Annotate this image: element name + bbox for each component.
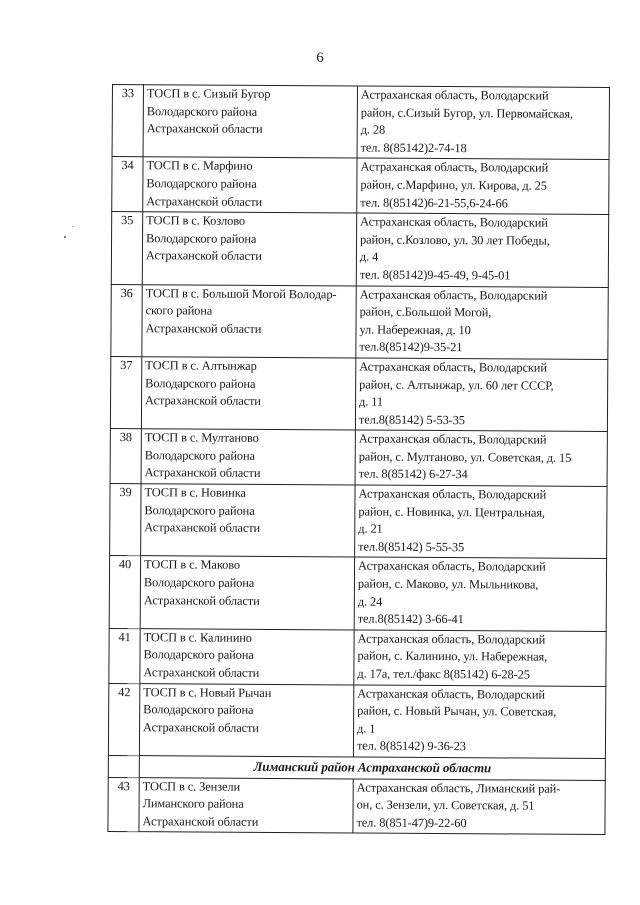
organization-name-line: Астраханской области (145, 248, 262, 264)
table-row (109, 628, 606, 686)
row-number: 36 (111, 284, 142, 357)
organization-name-line: Володарского района (143, 702, 254, 718)
organization-name-cell (141, 357, 355, 431)
organization-name-line: ТОСП в с. Марфино (146, 158, 253, 174)
row-number: 35 (111, 212, 142, 285)
organization-name-line: Астраханской области (142, 813, 259, 829)
address-cell (353, 685, 605, 759)
row-number: 33 (112, 85, 143, 158)
organization-name-cell (143, 85, 357, 159)
organization-name-line: Астраханской области (143, 592, 260, 608)
organization-name-line: ТОСП в с. Козлово (146, 213, 246, 228)
address-cell (357, 158, 609, 214)
organization-name-cell (139, 683, 353, 757)
address-line: район, с.Марфино, ул. Кирова, д. 25 (360, 177, 547, 193)
address-line: д. 28 (360, 122, 386, 137)
row-number: 34 (112, 157, 143, 212)
organization-name-line: Астраханской области (143, 665, 260, 680)
organization-name-line: ского района (145, 303, 213, 318)
address-line: район, с. Маково, ул. Мыльникова, (357, 576, 539, 592)
address-line: д. 17а, тел./факс 8(85142) 6-28-25 (357, 666, 530, 682)
organization-name-line: Володарского района (144, 502, 255, 518)
address-line: район, с. Калинино, ул. Набережная, (357, 648, 548, 665)
address-line: район, с. Алтынжар, ул. 60 лет СССР, (359, 377, 554, 393)
address-line: тел. 8(85142)9-45-49, 9-45-01 (359, 267, 511, 283)
address-line: район, с.Козлово, ул. 30 лет Победы, (360, 232, 550, 248)
organization-name-line: Астраханской области (144, 465, 261, 481)
organization-name-line: ТОСП в с. Мултаново (144, 430, 259, 446)
section-title: Лиманский район Астраханской области (139, 756, 605, 780)
table-row (111, 284, 608, 359)
table-section (108, 755, 605, 780)
organization-name-line: Астраханской области (145, 320, 262, 336)
address-line: тел. 8(85142) 6-27-34 (358, 466, 468, 482)
address-cell (357, 86, 609, 160)
organization-name-line: ТОСП в с. Калинино (143, 630, 252, 645)
scan-speck (72, 226, 73, 227)
organization-name-line: Астраханской области (144, 520, 261, 536)
row-number: 38 (110, 429, 141, 484)
address-line: д. 4 (359, 249, 379, 264)
table-row (112, 85, 609, 160)
table-row (110, 429, 607, 487)
address-line: тел.8(85142) 5-53-35 (358, 412, 465, 427)
address-cell (355, 358, 607, 432)
organization-name-line: Володарского района (146, 176, 257, 191)
table-row (112, 157, 609, 215)
section-num-cell (108, 755, 139, 777)
section-row (108, 755, 605, 780)
row-number: 37 (110, 356, 141, 429)
address-line: Астраханская область, Володарский (357, 686, 545, 702)
organization-name-line: Астраханской области (145, 393, 261, 409)
organization-name-line: Астраханской области (146, 121, 263, 137)
table-row (111, 212, 608, 287)
address-line: д. 24 (357, 594, 383, 609)
address-line: он, с. Зензели, ул. Советская, д. 51 (356, 797, 535, 813)
organization-name-cell (139, 777, 353, 833)
address-line: д. 21 (358, 521, 383, 536)
address-line: Астраханская область, Володарский (359, 359, 547, 375)
table-row (108, 683, 605, 758)
address-line: район, с. Новинка, ул. Центральная, (358, 504, 546, 520)
table-row (108, 777, 605, 835)
organization-name-line: ТОСП в с. Новинка (144, 485, 246, 500)
row-number: 40 (109, 556, 140, 629)
organization-name-cell (141, 484, 355, 558)
organization-name-line: ТОСП в с. Новый Рычан (143, 684, 272, 700)
address-line: Астраханская область, Володарский (360, 214, 548, 230)
address-line: Астраханская область, Володарский (359, 287, 548, 303)
address-line: Астраханская область, Володарский (358, 486, 547, 502)
organization-name-line: Астраханской области (143, 719, 259, 735)
row-number: 39 (110, 484, 141, 557)
address-cell (355, 485, 607, 559)
address-line: район, с.Большой Могой, (359, 304, 492, 320)
address-line: тел. 8(85142)6-21-55,6-24-66 (360, 195, 508, 210)
address-line: д. 11 (359, 394, 384, 409)
address-line: район, с. Новый Рычан, ул. Советская, (357, 703, 557, 719)
table-row (110, 356, 607, 431)
organization-name-cell (140, 628, 354, 684)
page-number: 6 (316, 50, 324, 66)
row-number: 42 (108, 683, 139, 756)
address-line: Астраханская область, Володарский (360, 159, 549, 176)
organization-name-line: Астраханской области (146, 193, 263, 209)
organization-name-line: Володарского района (143, 575, 255, 590)
organizations-table-container (107, 84, 608, 835)
organization-name-line: Лиманского района (142, 796, 244, 811)
organization-name-cell (143, 157, 357, 213)
organization-name-line: ТОСП в с. Большой Могой Володар- (145, 285, 337, 301)
organization-name-line: Володарского района (145, 375, 256, 391)
organization-name-line: ТОСП в с. Алтынжар (145, 358, 257, 373)
organization-name-line: ТОСП в с. Сизый Бугор (146, 86, 271, 101)
address-line: ул. Набережная, д. 10 (359, 322, 471, 337)
organization-name-line: ТОСП в с. Маково (144, 557, 241, 573)
organization-name-cell (140, 556, 354, 630)
address-line: тел.8(85142)9-35-21 (359, 339, 463, 355)
row-number: 41 (109, 628, 140, 683)
address-line: тел.8(85142) 5-55-35 (358, 539, 465, 555)
organization-name-line: ТОСП в с. Зензели (142, 778, 241, 794)
address-line: Астраханская область, Володарский (357, 631, 546, 647)
address-cell (355, 430, 607, 486)
organization-name-cell (142, 284, 356, 358)
address-line: тел. 8(85142) 9-36-23 (356, 738, 466, 754)
table-body-volodarsky (108, 85, 609, 759)
address-cell (356, 213, 608, 287)
address-cell (354, 557, 606, 631)
address-cell (356, 286, 608, 360)
organization-name-cell (141, 429, 355, 485)
address-cell (353, 779, 605, 835)
table-body-limansky (108, 777, 605, 835)
address-cell (354, 630, 606, 686)
scan-speck (64, 236, 66, 238)
address-line: Астраханская область, Володарский (360, 87, 549, 103)
organization-name-line: Володарского района (144, 448, 256, 463)
organizations-table (107, 84, 610, 835)
organization-name-cell (142, 212, 356, 286)
address-line: тел.8(85142) 3-66-41 (357, 611, 464, 627)
address-line: район, с. Мултаново, ул. Советская, д. 15 (358, 449, 572, 465)
organization-name-line: Володарского района (146, 103, 258, 119)
address-line: Астраханская область, Володарский (358, 558, 546, 575)
organization-name-line: Володарского района (146, 230, 257, 246)
address-line: д. 1 (357, 721, 376, 736)
address-line: район, с.Сизый Бугор, ул. Первомайская, (360, 105, 574, 121)
row-number: 43 (108, 777, 139, 832)
table-row (110, 484, 607, 559)
address-line: тел. 8(851-47)9-22-60 (356, 815, 467, 830)
address-line: тел. 8(85142)2-74-18 (360, 140, 467, 155)
address-line: Астраханская область, Лиманский рай- (356, 780, 561, 796)
organization-name-line: Володарского района (143, 647, 254, 663)
table-row (109, 556, 606, 631)
address-line: Астраханская область, Володарский (358, 431, 547, 447)
